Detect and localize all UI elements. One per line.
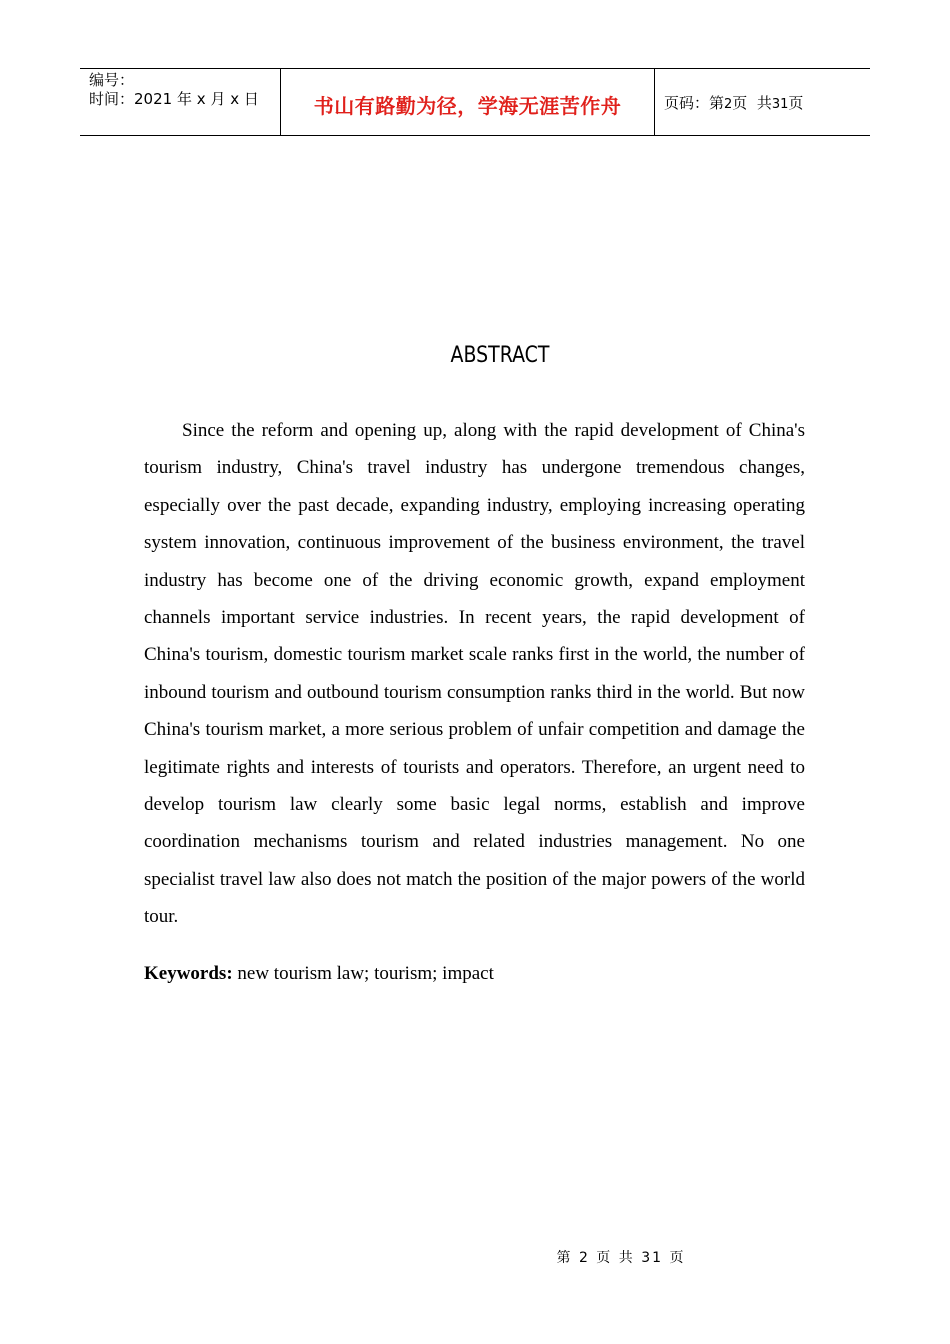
date-label: 时间： bbox=[89, 90, 135, 108]
page-header bbox=[80, 68, 870, 136]
document-date bbox=[89, 90, 280, 109]
page-info bbox=[664, 92, 803, 113]
abstract-title: ABSTRACT bbox=[450, 343, 550, 368]
header-page-cell bbox=[655, 69, 870, 135]
keywords-value: new tourism law; tourism; impact bbox=[237, 963, 494, 984]
page-total: 31 bbox=[771, 96, 789, 112]
abstract-body: Since the reform and opening up, along with the rapid development of China's tourism industry, China's travel industry has undergone tremendous changes, especially over the past decade, expanding industry, employing increasing operating system innovation, continuous improvement of the business environment, the travel industry has become one of the driving economic growth, expand employment channels important service industries. In recent years, the rapid development of China's tourism, domestic tourism market scale ranks first in the world, the number of inbound tourism and outbound tourism consumption ranks third in the world. But now China's tourism market, a more serious problem of unfair competition and damage the legitimate rights and interests of tourists and operators. Therefore, an urgent need to develop tourism law clearly some basic legal norms, establish and improve coordination mechanisms tourism and related industries management. No one specialist travel law also does not match the position of the major powers of the world tour. bbox=[144, 420, 805, 928]
page-footer: 第 2 页 共 31 页 bbox=[556, 1250, 686, 1266]
keywords-label: Keywords: bbox=[144, 963, 233, 984]
page-label: 页码：第 bbox=[664, 93, 725, 112]
date-month-char: 月 bbox=[210, 90, 226, 108]
keywords-line bbox=[144, 961, 805, 987]
date-month-placeholder: x bbox=[196, 90, 206, 108]
header-motto-cell bbox=[281, 69, 655, 135]
document-number-label: 编号： bbox=[89, 71, 135, 89]
page-char: 页 bbox=[732, 93, 748, 112]
date-day-placeholder: x bbox=[230, 90, 240, 108]
page-char-2: 页 bbox=[788, 93, 804, 112]
header-meta-cell bbox=[80, 69, 281, 135]
header-motto: 书山有路勤为径，学海无涯苦作舟 bbox=[313, 93, 622, 118]
page-total-label: 共 bbox=[756, 93, 772, 112]
date-year: 2021 bbox=[134, 90, 173, 108]
page-current: 2 bbox=[724, 96, 733, 112]
date-year-char: 年 bbox=[176, 90, 192, 108]
date-day-char: 日 bbox=[243, 90, 259, 108]
